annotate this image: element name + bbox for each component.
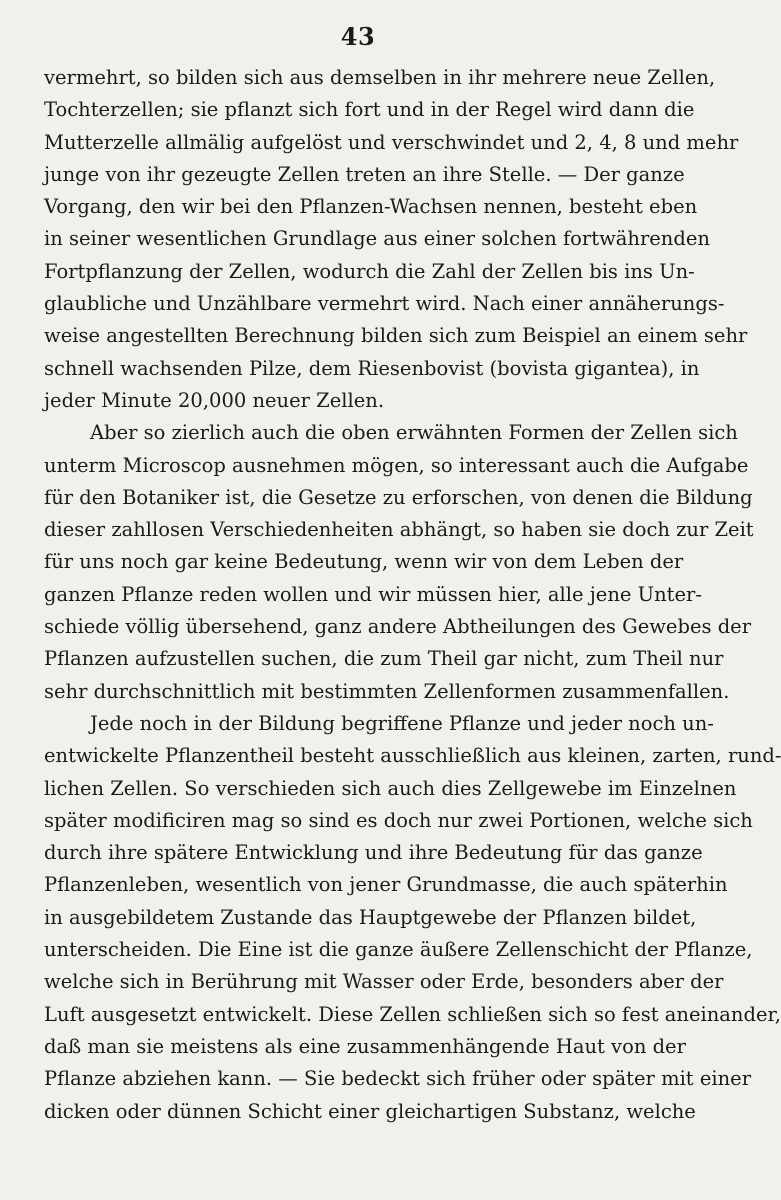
text-line: welche sich in Berührung mit Wasser oder Erde, besonders aber der	[44, 970, 724, 994]
text-line: durch ihre spätere Entwicklung und ihre Bedeutung für das ganze	[44, 841, 703, 865]
text-line: Pflanzenleben, wesentlich von jener Grundmasse, die auch späterhin	[44, 873, 728, 897]
text-line: später modificiren mag so sind es doch nur zwei Portionen, welche sich	[44, 808, 753, 832]
text-line: daß man sie meistens als eine zusammenhängende Haut von der	[44, 1034, 686, 1058]
text-line: lichen Zellen. So verschieden sich auch dies Zellgewebe im Einzelnen	[44, 776, 737, 800]
text-line: Jede noch in der Bildung begriffene Pflanze und jeder noch un-	[90, 711, 714, 735]
page-number: 43	[340, 22, 376, 51]
text-line: für uns noch gar keine Bedeutung, wenn wir von dem Leben der	[44, 550, 684, 574]
paragraph-2	[44, 417, 754, 708]
text-line: junge von ihr gezeugte Zellen treten an ihre Stelle. — Der ganze	[44, 162, 685, 186]
text-line: schnell wachsenden Pilze, dem Riesenbovist (bovista gigantea), in	[44, 356, 700, 380]
text-line: schiede völlig übersehend, ganz andere Abtheilungen des Gewebes der	[44, 615, 752, 639]
text-line: vermehrt, so bilden sich aus demselben in ihr mehrere neue Zellen,	[44, 66, 716, 89]
text-line: Luft ausgesetzt entwickelt. Diese Zellen schließen sich so fest aneinander,	[44, 1002, 781, 1026]
paragraph-3	[44, 708, 781, 1128]
paragraph-1	[44, 62, 748, 417]
text-line: für den Botaniker ist, die Gesetze zu erforschen, von denen die Bildung	[44, 485, 753, 509]
text-line: in seiner wesentlichen Grundlage aus einer solchen fortwährenden	[44, 227, 710, 251]
text-line: glaubliche und Unzählbare vermehrt wird. Nach einer annäherungs-	[44, 292, 725, 316]
text-line: in ausgebildetem Zustande das Hauptgewebe der Pflanzen bildet,	[44, 905, 697, 929]
text-line: Pflanze abziehen kann. — Sie bedeckt sich früher oder später mit einer	[44, 1067, 752, 1091]
text-line: dieser zahllosen Verschiedenheiten abhängt, so haben sie doch zur Zeit	[44, 518, 754, 542]
body-text	[44, 62, 781, 1128]
text-line: Aber so zierlich auch die oben erwähnten Formen der Zellen sich	[90, 421, 738, 445]
text-line: unterscheiden. Die Eine ist die ganze äußere Zellenschicht der Pflanze,	[44, 938, 753, 962]
text-line: Pflanzen aufzustellen suchen, die zum Theil gar nicht, zum Theil nur	[44, 647, 724, 671]
text-line: dicken oder dünnen Schicht einer gleichartigen Substanz, welche	[44, 1099, 696, 1123]
text-line: unterm Microscop ausnehmen mögen, so interessant auch die Aufgabe	[44, 453, 749, 477]
text-line: Fortpflanzung der Zellen, wodurch die Zahl der Zellen bis ins Un-	[44, 259, 695, 283]
text-line: Tochterzellen; sie pflanzt sich fort und in der Regel wird dann die	[44, 98, 695, 122]
text-line: Mutterzelle allmälig aufgelöst und verschwindet und 2, 4, 8 und mehr	[44, 130, 739, 154]
text-line: sehr durchschnittlich mit bestimmten Zellenformen zusammenfallen.	[44, 679, 730, 703]
text-line: Vorgang, den wir bei den Pflanzen-Wachsen nennen, besteht eben	[44, 195, 698, 219]
text-line: weise angestellten Berechnung bilden sich zum Beispiel an einem sehr	[44, 324, 748, 348]
text-line: jeder Minute 20,000 neuer Zellen.	[44, 388, 385, 412]
text-line: ganzen Pflanze reden wollen und wir müssen hier, alle jene Unter-	[44, 582, 702, 606]
text-line: entwickelte Pflanzentheil besteht ausschließlich aus kleinen, zarten, rund-	[44, 744, 781, 768]
